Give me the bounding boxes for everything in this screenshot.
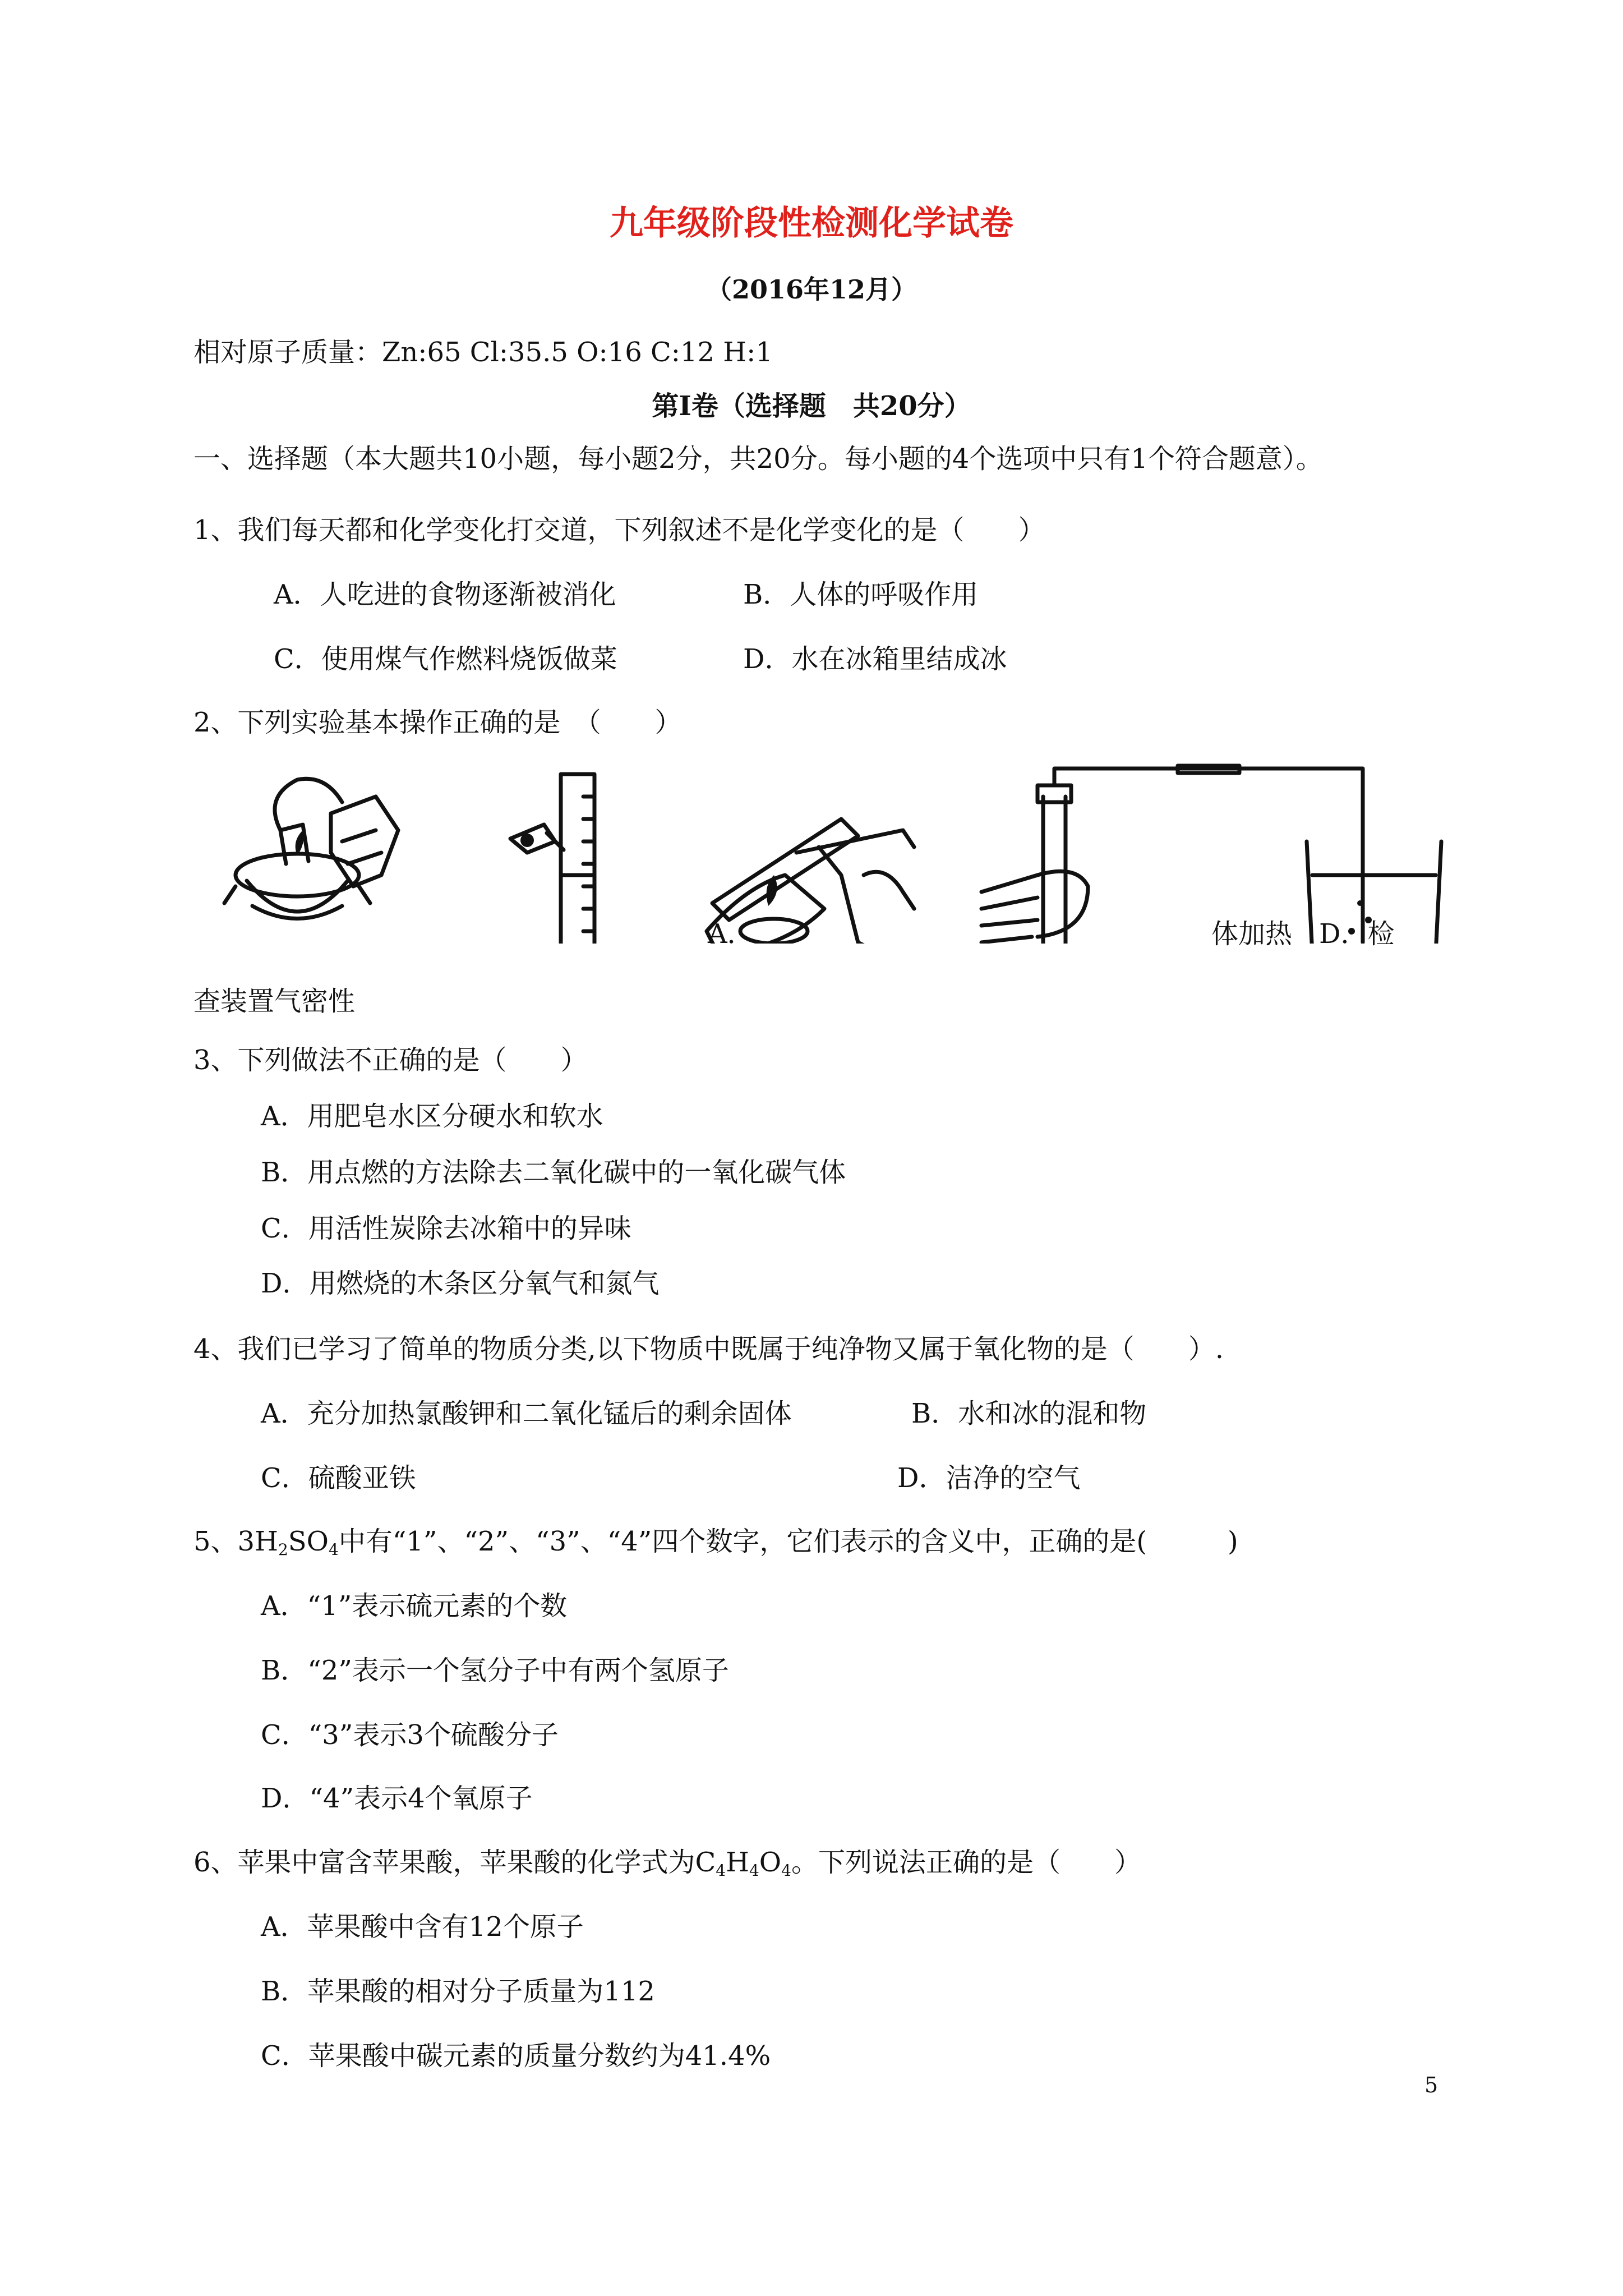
q6-option-a: A．苹果酸中含有12个原子 <box>261 1911 584 1943</box>
q1-option-b: B．人体的呼吸作用 <box>743 579 979 610</box>
q2-label-right: 体加热 D．检 <box>1211 918 1395 950</box>
q3-option-d: D．用燃烧的木条区分氧气和氮气 <box>261 1268 660 1299</box>
atomic-masses: 相对原子质量：Zn:65 Cl:35.5 O:16 C:12 H:1 <box>193 337 773 368</box>
q6-option-c: C．苹果酸中碳元素的质量分数约为41.4% <box>261 2040 771 2072</box>
q5-option-b: B．“2”表示一个氢分子中有两个氢原子 <box>261 1655 729 1686</box>
q6-stem: 6、苹果中富含苹果酸，苹果酸的化学式为$C_4H_4O_4$。下列说法正确的是（ ） <box>193 1847 1141 1880</box>
q2-label-a: A． <box>708 918 754 950</box>
q5-option-c: C．“3”表示3个硫酸分子 <box>261 1719 559 1751</box>
q5-stem: 5、$3H_2SO_4$中有“1”、“2”、“3”、“4”四个数字，它们表示的含义中，正确的是( ) <box>193 1526 1238 1559</box>
q4-option-c: C．硫酸亚铁 <box>261 1462 416 1494</box>
q1-option-d: D．水在冰箱里结成冰 <box>743 643 1007 675</box>
q1-option-a: A．人吃进的食物逐渐被消化 <box>274 579 616 610</box>
q6-option-b: B．苹果酸的相对分子质量为112 <box>261 1976 655 2007</box>
q4-stem: 4、我们已学习了简单的物质分类,以下物质中既属于纯净物又属于氧化物的是（ ）. <box>193 1333 1224 1365</box>
q4-option-a: A．充分加热氯酸钾和二氧化锰后的剩余固体 <box>261 1398 792 1429</box>
q5-option-a: A．“1”表示硫元素的个数 <box>261 1590 568 1622</box>
q2-stem: 2、下列实验基本操作正确的是 （ ） <box>193 707 682 738</box>
part-one-instructions: 一、选择题（本大题共10小题，每小题2分，共20分。每小题的4个选项中只有1个符合题意）。 <box>193 443 1323 475</box>
q2-continuation: 查装置气密性 <box>193 986 356 1017</box>
q5-option-d: D．“4”表示4个氧原子 <box>261 1783 533 1814</box>
q4-option-d: D．洁净的空气 <box>897 1462 1081 1494</box>
exam-date: （2016年12月） <box>706 274 917 305</box>
q3-option-b: B．用点燃的方法除去二氧化碳中的一氧化碳气体 <box>261 1157 846 1188</box>
q1-stem: 1、我们每天都和化学变化打交道，下列叙述不是化学变化的是（ ） <box>193 514 1045 546</box>
figure-a-alcohol-lamps <box>224 779 398 918</box>
section-title: 第Ⅰ卷（选择题 共20分） <box>652 390 971 422</box>
q3-option-c: C．用活性炭除去冰箱中的异味 <box>261 1213 631 1244</box>
q3-option-a: A．用肥皂水区分硬水和软水 <box>261 1101 603 1132</box>
q3-stem: 3、下列做法不正确的是（ ） <box>193 1045 588 1076</box>
q4-option-b: B．水和冰的混和物 <box>911 1398 1147 1429</box>
figure-b-graduated-cylinder <box>510 774 594 948</box>
page-number: 5 <box>1424 2073 1438 2097</box>
q1-option-c: C．使用煤气作燃料烧饭做菜 <box>274 643 617 675</box>
page-title: 九年级阶段性检测化学试卷 <box>610 204 1013 243</box>
